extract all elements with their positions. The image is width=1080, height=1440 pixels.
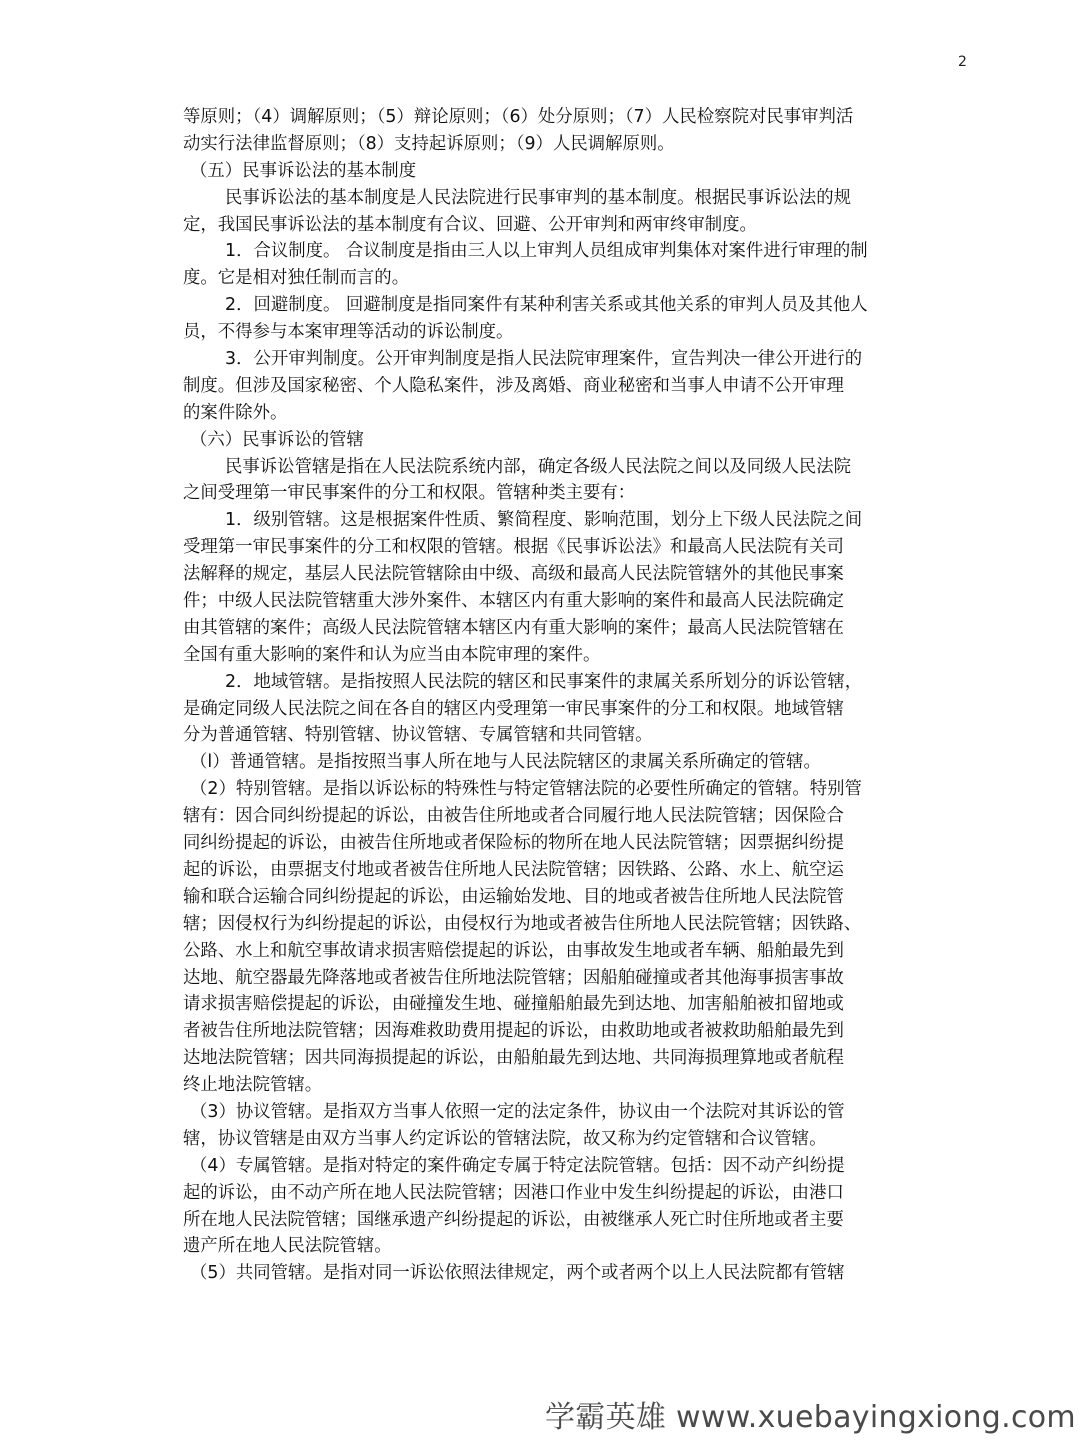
text-line: 1．级别管辖。这是根据案件性质、繁简程度、影响范围，划分上下级人民法院之间	[225, 510, 863, 531]
text-line: 2．地域管辖。是指按照人民法院的辖区和民事案件的隶属关系所划分的诉讼管辖，	[225, 671, 863, 692]
text-line: 是确定同级人民法院之间在各自的辖区内受理第一审民事案件的分工和权限。地域管辖	[183, 698, 844, 719]
text-line: 所在地人民法院管辖；国继承遗产纠纷提起的诉讼，由被继承人死亡时住所地或者主要	[183, 1209, 844, 1230]
text-line: 之间受理第一审民事案件的分工和权限。管辖种类主要有：	[183, 483, 636, 504]
text-line: 终止地法院管辖。	[183, 1075, 323, 1096]
watermark: 学霸英雄 www.xuebayingxiong.com	[545, 1400, 1076, 1435]
text-line: （五）民事诉讼法的基本制度	[190, 160, 417, 181]
text-line: 件；中级人民法院管辖重大涉外案件、本辖区内有重大影响的案件和最高人民法院确定	[183, 591, 844, 612]
page-number: 2	[958, 54, 967, 70]
text-line: 员，不得参与本案审理等活动的诉讼制度。	[183, 322, 514, 343]
text-line: 度。它是相对独任制而言的。	[183, 268, 410, 289]
text-line: （4）专属管辖。是指对特定的案件确定专属于特定法院管辖。包括：因不动产纠纷提	[190, 1155, 845, 1176]
text-line: 等原则；（4）调解原则；（5）辩论原则；（6）处分原则；（7）人民检察院对民事审判活	[183, 107, 854, 127]
text-line: （l）普通管辖。是指按照当事人所在地与人民法院辖区的隶属关系所确定的管辖。	[190, 752, 821, 773]
text-line: （3）协议管辖。是指双方当事人依照一定的法定条件，协议由一个法院对其诉讼的管	[190, 1101, 845, 1122]
text-line: 动实行法律监督原则；（8）支持起诉原则；（9）人民调解原则。	[183, 133, 675, 154]
text-line: 者被告住所地法院管辖；因海难救助费用提起的诉讼，由救助地或者被救助船舶最先到	[183, 1021, 844, 1042]
text-line: 达地法院管辖；因共同海损提起的诉讼，由船舶最先到达地、共同海损理算地或者航程	[183, 1048, 844, 1069]
text-line: 受理第一审民事案件的分工和权限的管辖。根据《民事诉讼法》和最高人民法院有关司	[183, 537, 844, 558]
text-line: 3．公开审判制度。公开审判制度是指人民法院审理案件，宣告判决一律公开进行的	[225, 349, 863, 370]
text-line: 请求损害赔偿提起的诉讼，由碰撞发生地、碰撞船舶最先到达地、加害船舶被扣留地或	[183, 994, 844, 1015]
text-line: 辖有：因合同纠纷提起的诉讼，由被告住所地或者合同履行地人民法院管辖；因保险合	[183, 806, 844, 827]
text-line: 民事诉讼法的基本制度是人民法院进行民事审判的基本制度。根据民事诉讼法的规	[225, 187, 852, 208]
text-line: 定，我国民事诉讼法的基本制度有合议、回避、公开审判和两审终审制度。	[183, 214, 757, 235]
text-line: （5）共同管辖。是指对同一诉讼依照法律规定，两个或者两个以上人民法院都有管辖	[190, 1263, 845, 1284]
text-line: （2）特别管辖。是指以诉讼标的特殊性与特定管辖法院的必要性所确定的管辖。特别管	[190, 779, 862, 800]
text-line: 辖，协议管辖是由双方当事人约定诉讼的管辖法院，故又称为约定管辖和合议管辖。	[183, 1128, 827, 1149]
text-line: 起的诉讼，由票据支付地或者被告住所地人民法院管辖；因铁路、公路、水上、航空运	[183, 859, 844, 880]
text-line: 起的诉讼，由不动产所在地人民法院管辖；因港口作业中发生纠纷提起的诉讼，由港口	[183, 1182, 844, 1203]
text-line: 分为普通管辖、特别管辖、协议管辖、专属管辖和共同管辖。	[183, 725, 653, 746]
text-line: 制度。但涉及国家秘密、个人隐私案件，涉及离婚、商业秘密和当事人申请不公开审理	[183, 375, 844, 396]
document-body	[183, 104, 928, 1287]
text-line: 全国有重大影响的案件和认为应当由本院审理的案件。	[183, 644, 601, 665]
text-line: 辖；因侵权行为纠纷提起的诉讼，由侵权行为地或者被告住所地人民法院管辖；因铁路、	[183, 913, 862, 934]
text-line: 2．回避制度。 回避制度是指同案件有某种利害关系或其他关系的审判人员及其他人	[225, 295, 868, 316]
text-line: 达地、航空器最先降落地或者被告住所地法院管辖；因船舶碰撞或者其他海事损害事故	[183, 967, 844, 988]
text-line: 遗产所在地人民法院管辖。	[183, 1236, 392, 1257]
text-line: 法解释的规定，基层人民法院管辖除由中级、高级和最高人民法院管辖外的其他民事案	[183, 564, 844, 585]
text-line: 输和联合运输合同纠纷提起的诉讼，由运输始发地、目的地或者被告住所地人民法院管	[183, 886, 844, 907]
text-line: 同纠纷提起的诉讼，由被告住所地或者保险标的物所在地人民法院管辖；因票据纠纷提	[183, 833, 844, 854]
text-line: 民事诉讼管辖是指在人民法院系统内部，确定各级人民法院之间以及同级人民法院	[225, 456, 852, 477]
text-line: 的案件除外。	[183, 402, 288, 423]
text-line: 1．合议制度。 合议制度是指由三人以上审判人员组成审判集体对案件进行审理的制	[225, 241, 868, 262]
text-line: 公路、水上和航空事故请求损害赔偿提起的诉讼，由事故发生地或者车辆、船舶最先到	[183, 940, 844, 961]
text-line: （六）民事诉讼的管辖	[190, 429, 364, 450]
text-line: 由其管辖的案件；高级人民法院管辖本辖区内有重大影响的案件；最高人民法院管辖在	[183, 617, 844, 638]
